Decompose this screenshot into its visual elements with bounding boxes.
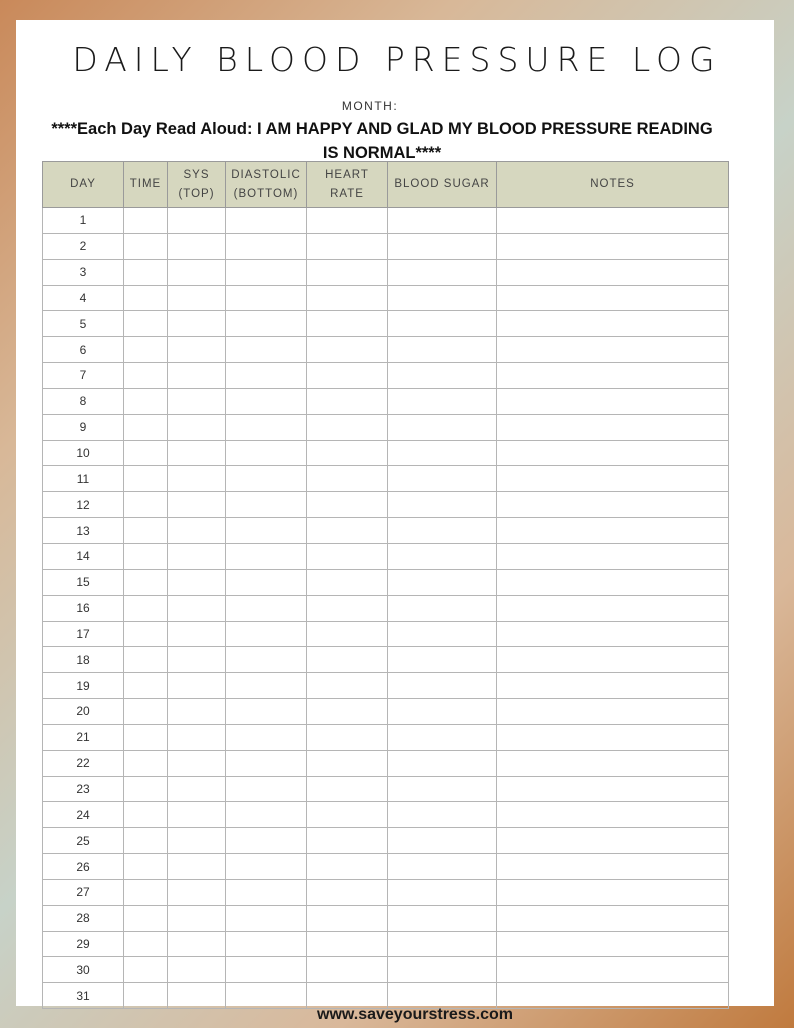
heart-rate-cell[interactable] xyxy=(307,647,388,673)
notes-cell[interactable] xyxy=(497,673,729,699)
table-row xyxy=(43,208,729,234)
day-number-cell: 4 xyxy=(43,285,124,311)
diastolic-cell[interactable] xyxy=(226,492,307,518)
header-heart-rate xyxy=(307,162,388,208)
diastolic-cell[interactable] xyxy=(226,983,307,1009)
blood-sugar-cell[interactable] xyxy=(388,363,497,389)
diastolic-cell[interactable] xyxy=(226,724,307,750)
day-number-cell: 16 xyxy=(43,595,124,621)
heart-rate-cell[interactable] xyxy=(307,414,388,440)
heart-rate-cell[interactable] xyxy=(307,776,388,802)
heart-rate-cell[interactable] xyxy=(307,828,388,854)
page-title: DAILY BLOOD PRESSURE LOG xyxy=(72,40,722,79)
sys-cell[interactable] xyxy=(168,492,226,518)
blood-sugar-cell[interactable] xyxy=(388,259,497,285)
header-day-label: DAY xyxy=(70,178,96,190)
blood-sugar-cell[interactable] xyxy=(388,621,497,647)
table-row xyxy=(43,699,729,725)
time-cell[interactable] xyxy=(124,595,168,621)
blood-sugar-cell[interactable] xyxy=(388,492,497,518)
day-number-cell: 1 xyxy=(43,208,124,234)
heart-rate-cell[interactable] xyxy=(307,363,388,389)
notes-cell[interactable] xyxy=(497,208,729,234)
blood-sugar-cell[interactable] xyxy=(388,595,497,621)
notes-cell[interactable] xyxy=(497,957,729,983)
day-number-cell: 28 xyxy=(43,905,124,931)
time-cell[interactable] xyxy=(124,543,168,569)
table-row xyxy=(43,854,729,880)
diastolic-cell[interactable] xyxy=(226,931,307,957)
heart-rate-cell[interactable] xyxy=(307,931,388,957)
day-number-cell: 29 xyxy=(43,931,124,957)
heart-rate-cell[interactable] xyxy=(307,311,388,337)
affirmation-text: ****Each Day Read Aloud: I AM HAPPY AND GLAD MY BLOOD PRESSURE READING IS NORMAL**** xyxy=(51,120,713,162)
day-number-cell: 9 xyxy=(43,414,124,440)
header-notes xyxy=(497,162,729,208)
table-row xyxy=(43,957,729,983)
table-row xyxy=(43,724,729,750)
table-row xyxy=(43,518,729,544)
day-number-cell: 13 xyxy=(43,518,124,544)
blood-sugar-cell[interactable] xyxy=(388,518,497,544)
time-cell[interactable] xyxy=(124,492,168,518)
header-sys-line1: SYS xyxy=(183,168,210,181)
sys-cell[interactable] xyxy=(168,208,226,234)
table-row xyxy=(43,259,729,285)
notes-cell[interactable] xyxy=(497,828,729,854)
sys-cell[interactable] xyxy=(168,699,226,725)
time-cell[interactable] xyxy=(124,388,168,414)
table-row xyxy=(43,983,729,1009)
table-row xyxy=(43,802,729,828)
table-row xyxy=(43,543,729,569)
table-row xyxy=(43,905,729,931)
day-number-cell: 5 xyxy=(43,311,124,337)
blood-sugar-cell[interactable] xyxy=(388,957,497,983)
time-cell[interactable] xyxy=(124,285,168,311)
day-number-cell: 31 xyxy=(43,983,124,1009)
diastolic-cell[interactable] xyxy=(226,518,307,544)
blood-sugar-cell[interactable] xyxy=(388,750,497,776)
notes-cell[interactable] xyxy=(497,699,729,725)
notes-cell[interactable] xyxy=(497,983,729,1009)
blood-pressure-log-table xyxy=(42,161,729,1009)
time-cell[interactable] xyxy=(124,750,168,776)
heart-rate-cell[interactable] xyxy=(307,233,388,259)
heart-rate-cell[interactable] xyxy=(307,337,388,363)
diastolic-cell[interactable] xyxy=(226,259,307,285)
notes-cell[interactable] xyxy=(497,518,729,544)
sys-cell[interactable] xyxy=(168,854,226,880)
sys-cell[interactable] xyxy=(168,388,226,414)
time-cell[interactable] xyxy=(124,802,168,828)
time-cell[interactable] xyxy=(124,828,168,854)
heart-rate-cell[interactable] xyxy=(307,440,388,466)
day-number-cell: 18 xyxy=(43,647,124,673)
heart-rate-cell[interactable] xyxy=(307,724,388,750)
diastolic-cell[interactable] xyxy=(226,569,307,595)
diastolic-cell[interactable] xyxy=(226,776,307,802)
heart-rate-cell[interactable] xyxy=(307,208,388,234)
notes-cell[interactable] xyxy=(497,388,729,414)
diastolic-cell[interactable] xyxy=(226,621,307,647)
diastolic-cell[interactable] xyxy=(226,363,307,389)
time-cell[interactable] xyxy=(124,311,168,337)
time-cell[interactable] xyxy=(124,466,168,492)
heart-rate-cell[interactable] xyxy=(307,854,388,880)
diastolic-cell[interactable] xyxy=(226,543,307,569)
blood-sugar-cell[interactable] xyxy=(388,802,497,828)
sys-cell[interactable] xyxy=(168,724,226,750)
day-number-cell: 19 xyxy=(43,673,124,699)
time-cell[interactable] xyxy=(124,879,168,905)
header-heart-rate-line1: HEART xyxy=(325,168,369,181)
heart-rate-cell[interactable] xyxy=(307,957,388,983)
sys-cell[interactable] xyxy=(168,621,226,647)
blood-sugar-cell[interactable] xyxy=(388,879,497,905)
time-cell[interactable] xyxy=(124,724,168,750)
heart-rate-cell[interactable] xyxy=(307,699,388,725)
blood-sugar-cell[interactable] xyxy=(388,699,497,725)
header-time-label: TIME xyxy=(129,178,162,190)
notes-cell[interactable] xyxy=(497,802,729,828)
table-header-row xyxy=(43,162,729,208)
blood-sugar-cell[interactable] xyxy=(388,466,497,492)
day-number-cell: 27 xyxy=(43,879,124,905)
blood-sugar-cell[interactable] xyxy=(388,543,497,569)
sys-cell[interactable] xyxy=(168,440,226,466)
blood-sugar-cell[interactable] xyxy=(388,440,497,466)
day-number-cell: 6 xyxy=(43,337,124,363)
day-number-cell: 22 xyxy=(43,750,124,776)
time-cell[interactable] xyxy=(124,621,168,647)
time-cell[interactable] xyxy=(124,518,168,544)
notes-cell[interactable] xyxy=(497,595,729,621)
time-cell[interactable] xyxy=(124,363,168,389)
notes-cell[interactable] xyxy=(497,414,729,440)
time-cell[interactable] xyxy=(124,647,168,673)
time-cell[interactable] xyxy=(124,673,168,699)
blood-sugar-cell[interactable] xyxy=(388,776,497,802)
log-table-body xyxy=(43,208,729,1009)
sys-cell[interactable] xyxy=(168,311,226,337)
blood-sugar-cell[interactable] xyxy=(388,983,497,1009)
header-notes-label: NOTES xyxy=(590,178,635,190)
day-number-cell: 26 xyxy=(43,854,124,880)
sys-cell[interactable] xyxy=(168,363,226,389)
blood-sugar-cell[interactable] xyxy=(388,414,497,440)
notes-cell[interactable] xyxy=(497,724,729,750)
table-row xyxy=(43,233,729,259)
sys-cell[interactable] xyxy=(168,543,226,569)
time-cell[interactable] xyxy=(124,983,168,1009)
day-number-cell: 25 xyxy=(43,828,124,854)
blood-sugar-cell[interactable] xyxy=(388,854,497,880)
notes-cell[interactable] xyxy=(497,492,729,518)
table-row xyxy=(43,414,729,440)
heart-rate-cell[interactable] xyxy=(307,905,388,931)
day-number-cell: 30 xyxy=(43,957,124,983)
heart-rate-cell[interactable] xyxy=(307,492,388,518)
header-sys xyxy=(168,162,226,208)
blood-sugar-cell[interactable] xyxy=(388,233,497,259)
notes-cell[interactable] xyxy=(497,543,729,569)
heart-rate-cell[interactable] xyxy=(307,595,388,621)
sys-cell[interactable] xyxy=(168,905,226,931)
diastolic-cell[interactable] xyxy=(226,311,307,337)
sys-cell[interactable] xyxy=(168,828,226,854)
day-number-cell: 8 xyxy=(43,388,124,414)
sys-cell[interactable] xyxy=(168,595,226,621)
notes-cell[interactable] xyxy=(497,647,729,673)
table-row xyxy=(43,492,729,518)
table-row xyxy=(43,595,729,621)
header-heart-rate-line2: RATE xyxy=(330,187,364,200)
sys-cell[interactable] xyxy=(168,750,226,776)
blood-sugar-cell[interactable] xyxy=(388,337,497,363)
notes-cell[interactable] xyxy=(497,363,729,389)
sys-cell[interactable] xyxy=(168,466,226,492)
time-cell[interactable] xyxy=(124,337,168,363)
sys-cell[interactable] xyxy=(168,931,226,957)
notes-cell[interactable] xyxy=(497,776,729,802)
diastolic-cell[interactable] xyxy=(226,905,307,931)
day-number-cell: 20 xyxy=(43,699,124,725)
diastolic-cell[interactable] xyxy=(226,466,307,492)
header-sys-line2: (TOP) xyxy=(178,187,215,200)
day-number-cell: 23 xyxy=(43,776,124,802)
diastolic-cell[interactable] xyxy=(226,337,307,363)
table-row xyxy=(43,311,729,337)
table-row xyxy=(43,931,729,957)
heart-rate-cell[interactable] xyxy=(307,879,388,905)
time-cell[interactable] xyxy=(124,233,168,259)
header-blood-sugar xyxy=(388,162,497,208)
month-label: MONTH: xyxy=(341,99,399,113)
heart-rate-cell[interactable] xyxy=(307,259,388,285)
heart-rate-cell[interactable] xyxy=(307,388,388,414)
day-number-cell: 12 xyxy=(43,492,124,518)
table-row xyxy=(43,363,729,389)
sys-cell[interactable] xyxy=(168,673,226,699)
table-row xyxy=(43,776,729,802)
time-cell[interactable] xyxy=(124,440,168,466)
time-cell[interactable] xyxy=(124,414,168,440)
day-number-cell: 3 xyxy=(43,259,124,285)
heart-rate-cell[interactable] xyxy=(307,569,388,595)
heart-rate-cell[interactable] xyxy=(307,285,388,311)
sys-cell[interactable] xyxy=(168,337,226,363)
time-cell[interactable] xyxy=(124,208,168,234)
header-diastolic xyxy=(226,162,307,208)
sys-cell[interactable] xyxy=(168,802,226,828)
day-number-cell: 10 xyxy=(43,440,124,466)
sys-cell[interactable] xyxy=(168,233,226,259)
heart-rate-cell[interactable] xyxy=(307,802,388,828)
sys-cell[interactable] xyxy=(168,879,226,905)
blood-sugar-cell[interactable] xyxy=(388,569,497,595)
heart-rate-cell[interactable] xyxy=(307,518,388,544)
heart-rate-cell[interactable] xyxy=(307,673,388,699)
blood-sugar-cell[interactable] xyxy=(388,311,497,337)
diastolic-cell[interactable] xyxy=(226,233,307,259)
heart-rate-cell[interactable] xyxy=(307,621,388,647)
sys-cell[interactable] xyxy=(168,285,226,311)
heart-rate-cell[interactable] xyxy=(307,466,388,492)
blood-sugar-cell[interactable] xyxy=(388,905,497,931)
time-cell[interactable] xyxy=(124,931,168,957)
day-number-cell: 2 xyxy=(43,233,124,259)
sys-cell[interactable] xyxy=(168,647,226,673)
blood-sugar-cell[interactable] xyxy=(388,724,497,750)
table-row xyxy=(43,647,729,673)
notes-cell[interactable] xyxy=(497,311,729,337)
header-time xyxy=(124,162,168,208)
diastolic-cell[interactable] xyxy=(226,285,307,311)
diastolic-cell[interactable] xyxy=(226,699,307,725)
blood-sugar-cell[interactable] xyxy=(388,208,497,234)
blood-sugar-cell[interactable] xyxy=(388,828,497,854)
day-number-cell: 7 xyxy=(43,363,124,389)
table-row xyxy=(43,440,729,466)
diastolic-cell[interactable] xyxy=(226,673,307,699)
blood-sugar-cell[interactable] xyxy=(388,673,497,699)
table-row xyxy=(43,337,729,363)
blood-sugar-cell[interactable] xyxy=(388,285,497,311)
diastolic-cell[interactable] xyxy=(226,595,307,621)
notes-cell[interactable] xyxy=(497,879,729,905)
heart-rate-cell[interactable] xyxy=(307,750,388,776)
diastolic-cell[interactable] xyxy=(226,414,307,440)
notes-cell[interactable] xyxy=(497,259,729,285)
time-cell[interactable] xyxy=(124,569,168,595)
notes-cell[interactable] xyxy=(497,621,729,647)
table-row xyxy=(43,569,729,595)
table-row xyxy=(43,466,729,492)
table-row xyxy=(43,388,729,414)
footer-website: www.saveyourstress.com xyxy=(317,1006,513,1023)
diastolic-cell[interactable] xyxy=(226,388,307,414)
diastolic-cell[interactable] xyxy=(226,750,307,776)
time-cell[interactable] xyxy=(124,259,168,285)
sys-cell[interactable] xyxy=(168,518,226,544)
diastolic-cell[interactable] xyxy=(226,828,307,854)
notes-cell[interactable] xyxy=(497,285,729,311)
notes-cell[interactable] xyxy=(497,569,729,595)
table-row xyxy=(43,673,729,699)
diastolic-cell[interactable] xyxy=(226,647,307,673)
blood-sugar-cell[interactable] xyxy=(388,647,497,673)
diastolic-cell[interactable] xyxy=(226,440,307,466)
diastolic-cell[interactable] xyxy=(226,879,307,905)
time-cell[interactable] xyxy=(124,854,168,880)
sys-cell[interactable] xyxy=(168,957,226,983)
table-row xyxy=(43,285,729,311)
sys-cell[interactable] xyxy=(168,983,226,1009)
time-cell[interactable] xyxy=(124,957,168,983)
notes-cell[interactable] xyxy=(497,931,729,957)
sys-cell[interactable] xyxy=(168,414,226,440)
diastolic-cell[interactable] xyxy=(226,802,307,828)
day-number-cell: 11 xyxy=(43,466,124,492)
diastolic-cell[interactable] xyxy=(226,208,307,234)
day-number-cell: 15 xyxy=(43,569,124,595)
day-number-cell: 21 xyxy=(43,724,124,750)
table-row xyxy=(43,621,729,647)
heart-rate-cell[interactable] xyxy=(307,543,388,569)
time-cell[interactable] xyxy=(124,699,168,725)
table-row xyxy=(43,879,729,905)
notes-cell[interactable] xyxy=(497,233,729,259)
day-number-cell: 14 xyxy=(43,543,124,569)
table-row xyxy=(43,750,729,776)
sys-cell[interactable] xyxy=(168,569,226,595)
notes-cell[interactable] xyxy=(497,854,729,880)
time-cell[interactable] xyxy=(124,776,168,802)
notes-cell[interactable] xyxy=(497,337,729,363)
notes-cell[interactable] xyxy=(497,440,729,466)
day-number-cell: 24 xyxy=(43,802,124,828)
header-diastolic-line2: (BOTTOM) xyxy=(233,187,299,200)
diastolic-cell[interactable] xyxy=(226,957,307,983)
header-diastolic-line1: DIASTOLIC xyxy=(231,168,301,181)
diastolic-cell[interactable] xyxy=(226,854,307,880)
header-blood-sugar-label: BLOOD SUGAR xyxy=(394,178,490,190)
day-number-cell: 17 xyxy=(43,621,124,647)
time-cell[interactable] xyxy=(124,905,168,931)
heart-rate-cell[interactable] xyxy=(307,983,388,1009)
header-day xyxy=(43,162,124,208)
sys-cell[interactable] xyxy=(168,259,226,285)
table-row xyxy=(43,828,729,854)
notes-cell[interactable] xyxy=(497,905,729,931)
notes-cell[interactable] xyxy=(497,750,729,776)
notes-cell[interactable] xyxy=(497,466,729,492)
blood-sugar-cell[interactable] xyxy=(388,388,497,414)
sys-cell[interactable] xyxy=(168,776,226,802)
blood-sugar-cell[interactable] xyxy=(388,931,497,957)
